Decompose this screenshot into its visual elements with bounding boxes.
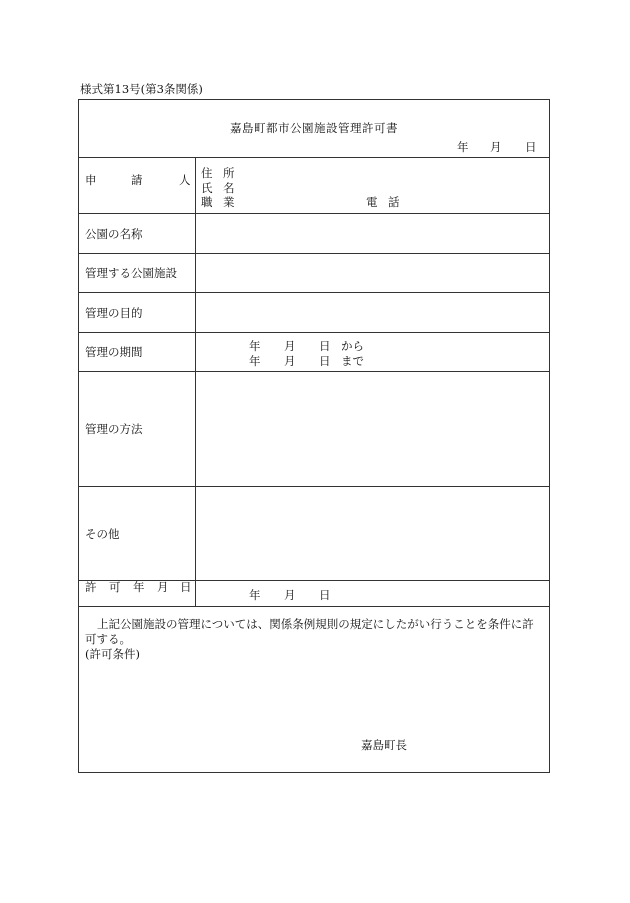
period-from: から xyxy=(341,339,364,353)
header-year: 年 xyxy=(457,140,469,154)
permit-month: 月 xyxy=(284,588,296,602)
phone-label-2: 話 xyxy=(388,195,400,209)
signature: 嘉島町長 xyxy=(361,738,407,752)
name-label-1: 氏 xyxy=(201,181,213,195)
statement-text-wrap xyxy=(85,617,545,662)
period-end-day: 日 xyxy=(319,354,331,368)
permit-date-label-char-1: 許 xyxy=(85,580,97,594)
method-row xyxy=(79,371,549,486)
permit-day: 日 xyxy=(319,588,331,602)
header-month: 月 xyxy=(490,140,502,154)
period-end-month: 月 xyxy=(284,354,296,368)
park-name-label: 公園の名称 xyxy=(85,226,143,241)
header-day: 日 xyxy=(525,140,537,154)
period-label: 管理の期間 xyxy=(85,345,143,359)
period-row xyxy=(79,332,549,371)
period-start-day: 日 xyxy=(319,339,331,353)
purpose-row xyxy=(79,292,549,332)
address-label-1: 住 xyxy=(201,166,213,180)
permit-date-label-char-4: 月 xyxy=(157,580,169,594)
title-block xyxy=(79,100,549,157)
applicant-label xyxy=(79,158,196,213)
permit-date-row xyxy=(79,580,549,606)
form-title: 嘉島町都市公園施設管理許可書 xyxy=(230,121,398,135)
applicant-label-char-3: 人 xyxy=(179,173,191,187)
form-number: 様式第13号(第3条関係) xyxy=(80,82,203,96)
permit-date-label-char-3: 年 xyxy=(133,580,145,594)
method-label: 管理の方法 xyxy=(85,422,143,436)
other-row xyxy=(79,486,549,580)
other-label: その他 xyxy=(85,526,120,541)
phone-label-1: 電 xyxy=(366,195,378,209)
permit-statement: 上記公園施設の管理については、関係条例規則の規定にしたがい行うことを条件に許可する。 xyxy=(85,617,534,646)
purpose-label: 管理の目的 xyxy=(85,305,143,320)
address-label-2: 所 xyxy=(223,166,235,180)
park-name-row xyxy=(79,213,549,253)
applicant-label-char-2: 請 xyxy=(131,173,143,187)
applicant-row xyxy=(79,157,549,213)
permit-conditions-label: (許可条件) xyxy=(85,647,140,661)
period-end-year: 年 xyxy=(249,354,261,368)
permit-form xyxy=(78,99,550,773)
permit-date-label xyxy=(79,581,196,606)
permit-year: 年 xyxy=(249,588,261,602)
period-start-year: 年 xyxy=(249,339,261,353)
occupation-label-1: 職 xyxy=(201,195,213,209)
statement-block xyxy=(79,606,549,773)
facility-label: 管理する公園施設 xyxy=(85,266,177,280)
period-start-month: 月 xyxy=(284,339,296,353)
permit-date-label-char-2: 可 xyxy=(109,580,121,594)
occupation-label-2: 業 xyxy=(223,195,235,209)
applicant-label-char-1: 申 xyxy=(85,173,97,187)
period-to: まで xyxy=(341,354,364,368)
name-label-2: 名 xyxy=(223,181,235,195)
permit-date-label-char-5: 日 xyxy=(180,580,192,594)
facility-row xyxy=(79,253,549,292)
